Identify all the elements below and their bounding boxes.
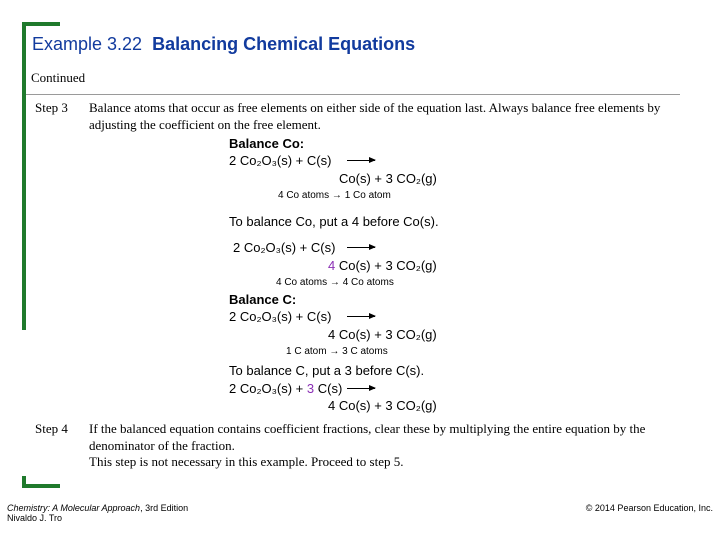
accent-bar-vertical <box>22 22 26 330</box>
equation-1-left: 2 Co₂O₃(s) + C(s) <box>229 153 332 168</box>
step3-label: Step 3 <box>35 100 68 115</box>
equation-2-products: Co(s) + 3 CO₂(g) <box>338 258 437 273</box>
equation-3-left: 2 Co₂O₃(s) + C(s) <box>229 309 332 324</box>
accent-bar-horizontal <box>22 22 60 26</box>
instruction-balance-co: To balance Co, put a 4 before Co(s). <box>229 214 439 229</box>
coefficient-3: 3 <box>306 381 315 396</box>
equation-4-left <box>229 381 342 396</box>
equation-4-carbon: C(s) <box>314 381 343 396</box>
note-c-atoms: 1 C atom → 3 C atoms <box>286 346 388 357</box>
equation-4-right: 4 Co(s) + 3 CO₂(g) <box>328 398 437 413</box>
balance-co-heading: Balance Co: <box>229 136 305 151</box>
step3-text: Balance atoms that occur as free elements on either side of the equation last. Always balance free elements by adjusting the coefficient on the free element. <box>89 100 661 132</box>
coefficient-4: 4 <box>328 258 336 273</box>
step4-line1: If the balanced equation contains coefficient fractions, clear these by multiplying the entire equation by the denominator of the fraction. <box>89 421 646 453</box>
divider <box>26 94 680 95</box>
step4-text <box>89 421 679 471</box>
equation-1-right: Co(s) + 3 CO₂(g) <box>339 171 437 186</box>
footer-book-title: Chemistry: A Molecular Approach <box>7 503 141 513</box>
step4-label: Step 4 <box>35 421 68 436</box>
equation-4-arrow <box>347 388 375 389</box>
equation-2-right <box>328 258 437 273</box>
example-topic: Balancing Chemical Equations <box>152 34 416 54</box>
note-co-atoms-2: 4 Co atoms → 4 Co atoms <box>276 277 394 288</box>
equation-2-left: 2 Co₂O₃(s) + C(s) <box>233 240 336 255</box>
footer-copyright: © 2014 Pearson Education, Inc. <box>585 503 713 513</box>
accent-bar-bottom-horizontal <box>22 484 60 488</box>
equation-2-arrow <box>347 247 375 248</box>
footer-edition: , 3rd Edition <box>140 503 189 513</box>
balance-c-heading: Balance C: <box>229 292 297 307</box>
equation-1-arrow <box>347 160 375 161</box>
example-number: Example 3.22 <box>32 34 143 54</box>
equation-3-right: 4 Co(s) + 3 CO₂(g) <box>328 327 437 342</box>
equation-4-reactant: 2 Co₂O₃(s) + <box>229 381 307 396</box>
instruction-balance-c: To balance C, put a 3 before C(s). <box>229 363 425 378</box>
slide-title <box>32 34 415 55</box>
equation-3-arrow <box>347 316 375 317</box>
continued-label: Continued <box>31 70 86 85</box>
note-co-atoms-1: 4 Co atoms → 1 Co atom <box>278 190 391 201</box>
footer-book <box>7 503 188 523</box>
step4-line2: This step is not necessary in this example. Proceed to step 5. <box>89 454 404 469</box>
footer-author: Nivaldo J. Tro <box>7 513 63 523</box>
